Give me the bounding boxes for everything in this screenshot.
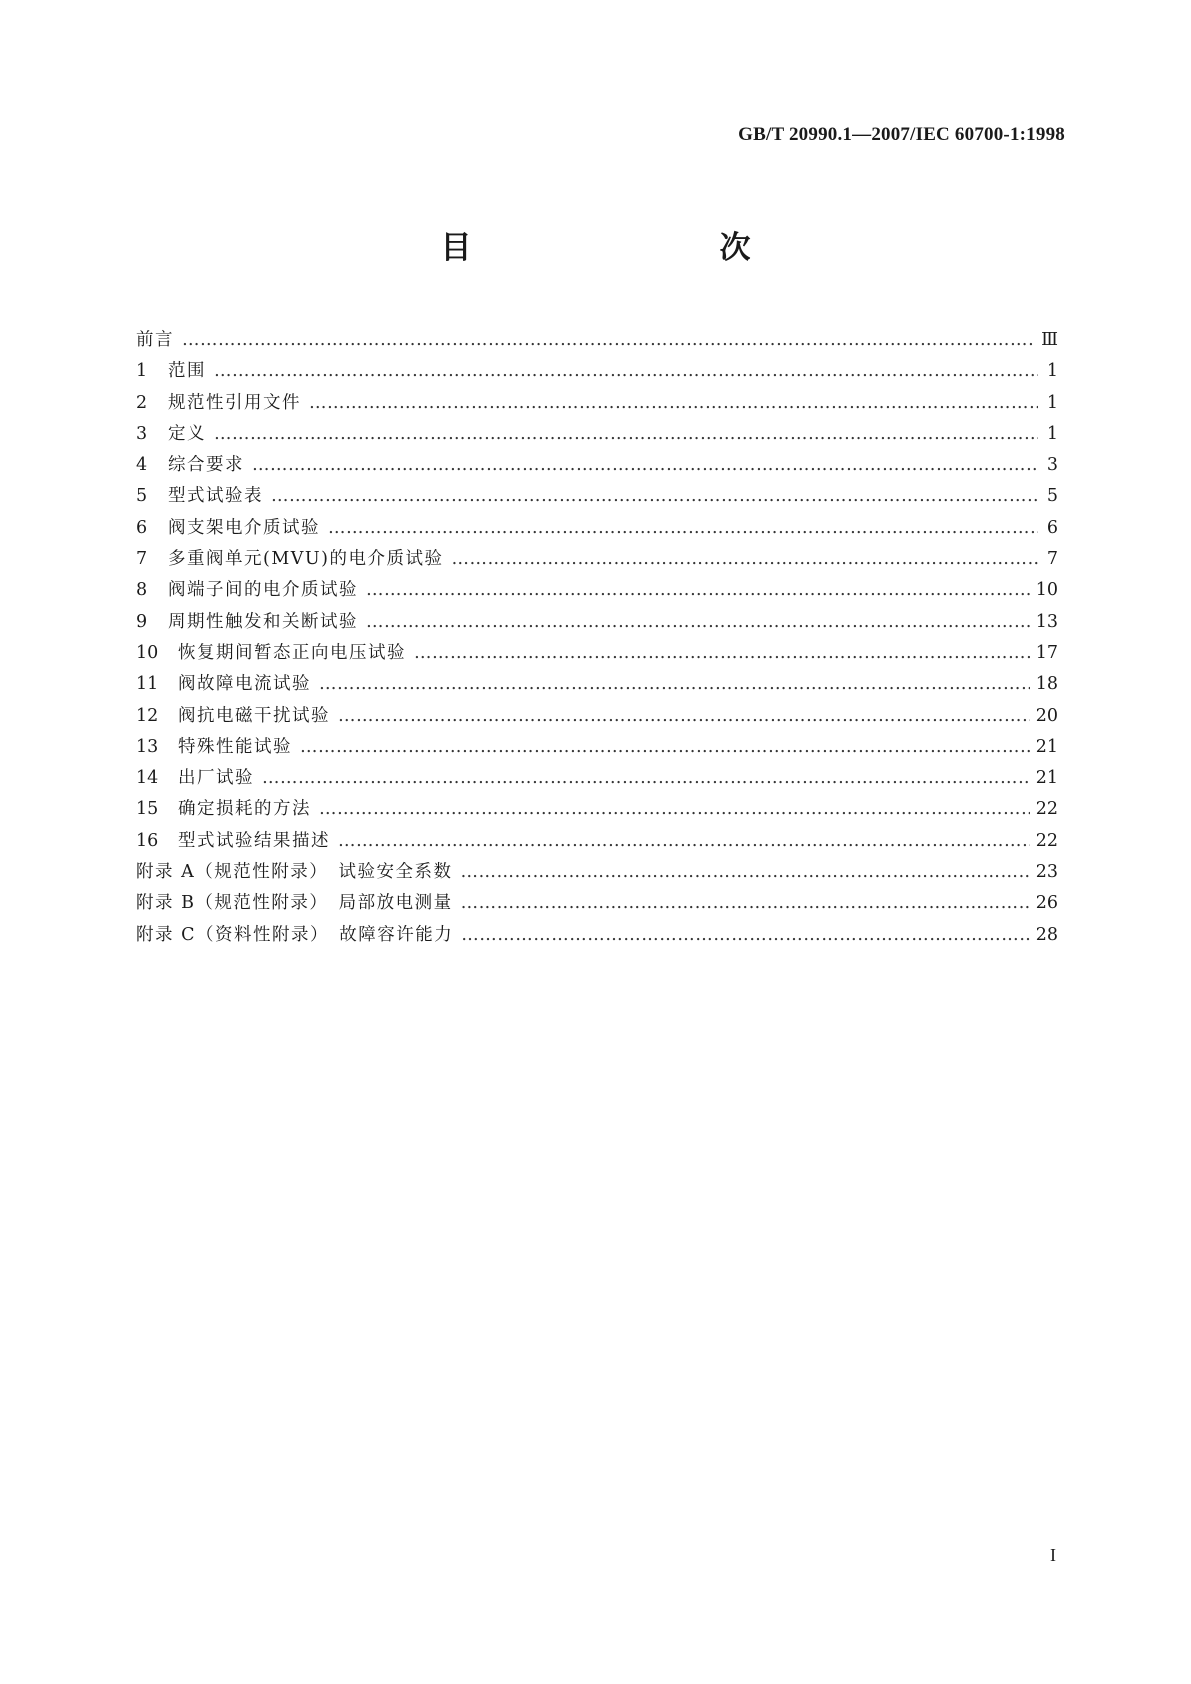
toc-entry-label: 阀端子间的电介质试验 — [168, 580, 358, 601]
toc-leader-dots — [214, 361, 1038, 381]
toc-entry-label: 出厂试验 — [178, 768, 254, 789]
toc-entry-number: 10 — [136, 642, 159, 663]
toc-entry-5[interactable] — [136, 482, 1058, 513]
toc-leader-dots — [319, 674, 1030, 694]
toc-entry-page: 21 — [1035, 768, 1058, 789]
toc-entry-label: 阀故障电流试验 — [178, 674, 311, 695]
toc-entry-number: 5 — [136, 486, 148, 507]
toc-leader-dots — [214, 424, 1038, 444]
toc-entry-number: 15 — [136, 799, 159, 820]
toc-entry-label: 附录 A（规范性附录） 试验安全系数 — [136, 862, 453, 883]
toc-entry-page: 13 — [1035, 611, 1058, 632]
toc-entry-label: 恢复期间暂态正向电压试验 — [178, 642, 406, 663]
toc-entry-label: 型式试验表 — [168, 486, 263, 507]
toc-entry-number: 7 — [136, 549, 148, 570]
toc-entry-page: 23 — [1035, 862, 1058, 883]
toc-entry-15[interactable] — [136, 795, 1058, 826]
toc-entry-label: 前言 — [136, 330, 174, 350]
toc-entry-appendix-b[interactable] — [136, 889, 1058, 920]
toc-entry-16[interactable] — [136, 827, 1058, 858]
toc-leader-dots — [309, 393, 1038, 413]
toc-entry-14[interactable] — [136, 764, 1058, 795]
toc-entry-number: 11 — [136, 674, 159, 695]
toc-leader-dots — [182, 330, 1035, 350]
toc-leader-dots — [262, 768, 1030, 788]
toc-entry-page: 22 — [1035, 799, 1058, 820]
toc-entry-page: 3 — [1046, 455, 1058, 476]
toc-leader-dots — [300, 737, 1030, 757]
toc-entry-label: 多重阀单元(MVU)的电介质试验 — [168, 549, 444, 570]
toc-leader-dots — [451, 549, 1038, 569]
toc-entry-page: 6 — [1046, 517, 1058, 538]
toc-entry-page: 22 — [1035, 830, 1058, 851]
toc-entry-page: 5 — [1046, 486, 1058, 507]
toc-entry-label: 阀支架电介质试验 — [168, 517, 320, 538]
toc-entry-9[interactable] — [136, 608, 1058, 639]
toc-entry-page: 7 — [1046, 549, 1058, 570]
toc-leader-dots — [366, 612, 1030, 632]
toc-entry-number: 6 — [136, 517, 148, 538]
toc-entry-page: 17 — [1035, 642, 1058, 663]
toc-entry-label: 附录 C（资料性附录） 故障容许能力 — [136, 924, 454, 945]
toc-entry-page: 28 — [1035, 924, 1058, 945]
toc-entry-page: 26 — [1035, 893, 1058, 914]
toc-leader-dots — [366, 580, 1030, 600]
toc-entry-number: 2 — [136, 392, 148, 413]
toc-entry-label: 型式试验结果描述 — [178, 830, 330, 851]
toc-entry-appendix-c[interactable] — [136, 921, 1058, 952]
table-of-contents — [136, 326, 1058, 952]
toc-entry-page: 1 — [1046, 361, 1058, 382]
toc-leader-dots — [319, 799, 1030, 819]
toc-entry-label: 规范性引用文件 — [168, 392, 301, 413]
toc-entry-page: 21 — [1035, 736, 1058, 757]
toc-entry-label: 周期性触发和关断试验 — [168, 611, 358, 632]
toc-leader-dots — [460, 862, 1029, 882]
toc-entry-7[interactable] — [136, 545, 1058, 576]
toc-leader-dots — [252, 455, 1038, 475]
toc-entry-foreword[interactable] — [136, 326, 1058, 357]
toc-entry-6[interactable] — [136, 514, 1058, 545]
toc-leader-dots — [461, 925, 1030, 945]
toc-leader-dots — [338, 831, 1030, 851]
toc-entry-number: 8 — [136, 580, 148, 601]
standard-code: GB/T 20990.1—2007/IEC 60700-1:1998 — [738, 124, 1065, 145]
toc-entry-appendix-a[interactable] — [136, 858, 1058, 889]
toc-entry-number: 13 — [136, 736, 159, 757]
toc-entry-4[interactable] — [136, 451, 1058, 482]
toc-entry-number: 14 — [136, 768, 159, 789]
toc-title: 目 次 — [440, 230, 813, 266]
toc-entry-label: 定义 — [168, 423, 206, 444]
toc-leader-dots — [414, 643, 1030, 663]
toc-leader-dots — [271, 486, 1038, 506]
toc-entry-label: 阀抗电磁干扰试验 — [178, 705, 330, 726]
toc-entry-number: 4 — [136, 455, 148, 476]
toc-entry-label: 范围 — [168, 361, 206, 382]
toc-entry-2[interactable] — [136, 389, 1058, 420]
toc-entry-page: 1 — [1046, 423, 1058, 444]
toc-entry-page: 1 — [1046, 392, 1058, 413]
toc-entry-1[interactable] — [136, 357, 1058, 388]
toc-leader-dots — [461, 893, 1030, 913]
toc-entry-12[interactable] — [136, 702, 1058, 733]
toc-entry-11[interactable] — [136, 670, 1058, 701]
toc-leader-dots — [328, 518, 1038, 538]
toc-entry-page: Ⅲ — [1041, 330, 1058, 350]
toc-entry-label: 特殊性能试验 — [178, 736, 292, 757]
toc-entry-13[interactable] — [136, 733, 1058, 764]
toc-entry-number: 1 — [136, 361, 148, 382]
toc-entry-8[interactable] — [136, 576, 1058, 607]
toc-entry-3[interactable] — [136, 420, 1058, 451]
toc-entry-page: 10 — [1035, 580, 1058, 601]
toc-entry-10[interactable] — [136, 639, 1058, 670]
toc-entry-page: 20 — [1035, 705, 1058, 726]
toc-entry-number: 3 — [136, 423, 148, 444]
toc-leader-dots — [338, 706, 1030, 726]
toc-entry-number: 9 — [136, 611, 148, 632]
toc-entry-page: 18 — [1035, 674, 1058, 695]
toc-entry-label: 附录 B（规范性附录） 局部放电测量 — [136, 893, 453, 914]
toc-entry-number: 16 — [136, 830, 159, 851]
toc-entry-label: 综合要求 — [168, 455, 244, 476]
toc-entry-label: 确定损耗的方法 — [178, 799, 311, 820]
page-number: I — [1050, 1545, 1056, 1565]
toc-entry-number: 12 — [136, 705, 159, 726]
